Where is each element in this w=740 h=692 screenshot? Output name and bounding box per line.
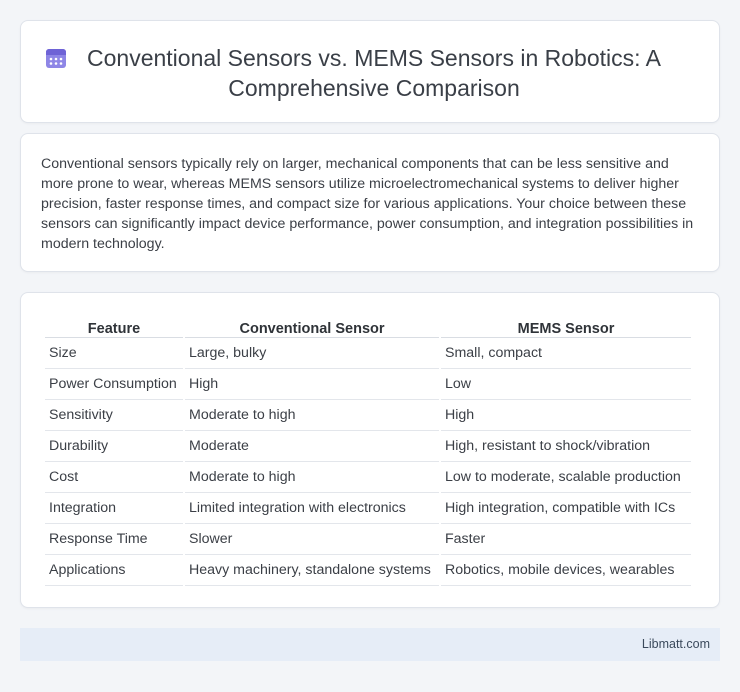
- table-row: [45, 369, 691, 400]
- table-row: [45, 524, 691, 555]
- table-cell: Response Time: [45, 524, 183, 555]
- table-cell: Moderate to high: [185, 400, 439, 431]
- header-card: [20, 20, 720, 123]
- table-row: [45, 338, 691, 369]
- table-row: [45, 400, 691, 431]
- table-cell: Moderate to high: [185, 462, 439, 493]
- table-cell: Moderate: [185, 431, 439, 462]
- table-cell: Faster: [441, 524, 691, 555]
- table-cell: High: [441, 400, 691, 431]
- comparison-table-card: [20, 292, 720, 608]
- table-cell: Applications: [45, 555, 183, 586]
- table-cell: Low to moderate, scalable production: [441, 462, 691, 493]
- table-row: [45, 431, 691, 462]
- table-cell: High, resistant to shock/vibration: [441, 431, 691, 462]
- table-cell: Sensitivity: [45, 400, 183, 431]
- column-header-conventional: Conventional Sensor: [185, 315, 439, 338]
- page-title: Conventional Sensors vs. MEMS Sensors in Robotics: A Comprehensive Comparison: [87, 45, 661, 101]
- intro-card: [20, 133, 720, 272]
- table-cell: Heavy machinery, standalone systems: [185, 555, 439, 586]
- table-row: [45, 493, 691, 524]
- table-cell: Cost: [45, 462, 183, 493]
- table-cell: Power Consumption: [45, 369, 183, 400]
- column-header-feature: Feature: [45, 315, 183, 338]
- table-cell: Durability: [45, 431, 183, 462]
- footer-bar: [20, 628, 720, 661]
- footer-brand-link[interactable]: Libmatt.com: [641, 637, 710, 651]
- table-row: [45, 462, 691, 493]
- column-header-mems: MEMS Sensor: [441, 315, 691, 338]
- table-cell: Size: [45, 338, 183, 369]
- table-cell: High integration, compatible with ICs: [441, 493, 691, 524]
- table-cell: Limited integration with electronics: [185, 493, 439, 524]
- table-cell: Low: [441, 369, 691, 400]
- table-cell: Slower: [185, 524, 439, 555]
- table-header-row: [45, 315, 691, 338]
- table-cell: High: [185, 369, 439, 400]
- table-cell: Integration: [45, 493, 183, 524]
- table-cell: Large, bulky: [185, 338, 439, 369]
- table-cell: Robotics, mobile devices, wearables: [441, 555, 691, 586]
- table-cell: Small, compact: [441, 338, 691, 369]
- table-row: [45, 555, 691, 586]
- intro-paragraph: Conventional sensors typically rely on larger, mechanical components that can be less sensitive and more prone to wear, whereas MEMS sensors utilize microelectromechanical systems to deliver higher precision, faster response times, and compact size for various applications. Your choice between these sensors can significantly impact device performance, power consumption, and integration possibilities in modern technology.: [41, 156, 694, 252]
- comparison-table: [43, 315, 693, 586]
